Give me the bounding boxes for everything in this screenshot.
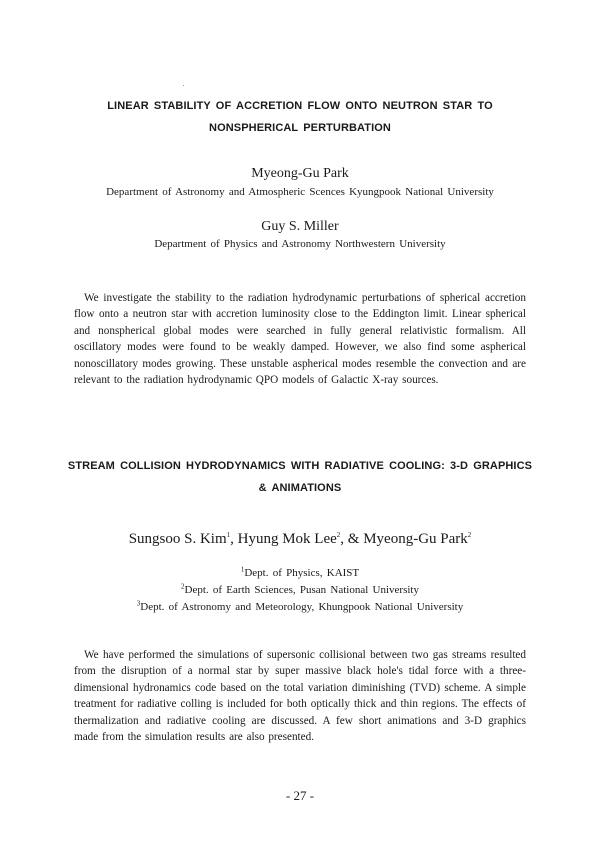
affiliation-mark: 2 <box>181 582 185 591</box>
paper2-abstract-text: We have performed the simulations of supersonic collisional between two gas streams resulted from the disruption of a normal star by super massive black hole's tidal force with a three-dimensional hydronamics code based on the total variation diminishing (TVD) scheme. A simple treatment for radiative colling is included for both optically thick and thin regions. The effects of thermalization and radiative cooling are discussed. A few short animations and 3-D graphics made from the simulation results are also presented. <box>74 649 526 744</box>
affiliation-text: Dept. of Earth Sciences, Pusan National University <box>184 584 419 596</box>
paper2-affiliation-3 <box>40 599 560 616</box>
paper1-author-1: Myeong-Gu Park <box>251 166 349 181</box>
paper2-affiliation-2 <box>40 582 560 599</box>
author-1-mark: 1 <box>226 531 231 539</box>
paper2-affiliation-1 <box>40 565 560 582</box>
paper1-title <box>60 95 540 139</box>
affiliation-text: Dept. of Physics, KAIST <box>244 567 360 579</box>
paper2-title-line1: STREAM COLLISION HYDRODYNAMICS WITH RADIATIVE COOLING: 3-D GRAPHICS <box>67 460 533 472</box>
author-2-mark: 2 <box>336 531 341 539</box>
paper2-author-2: Hyung Mok Lee <box>237 531 337 547</box>
paper2-title-line2: & ANIMATIONS <box>258 482 342 494</box>
author-separator: , & <box>340 531 364 547</box>
scan-speck <box>183 85 184 86</box>
affiliation-mark: 1 <box>240 565 245 574</box>
affiliation-mark: 3 <box>136 599 141 608</box>
paper1-affiliation-1: Department of Astronomy and Atmospheric Scences Kyungpook National University <box>106 186 494 198</box>
paper2-abstract <box>74 647 526 745</box>
paper2-author-1: Sungsoo S. Kim <box>128 531 227 547</box>
paper1-abstract <box>74 290 526 388</box>
paper1-abstract-text: We investigate the stability to the radiation hydrodynamic perturbations of spherical accretion flow onto a neutron star with accretion luminosity close to the Eddington limit. Linear spherical and nonspherical global modes were searched in fully general relativistic formalism. All oscillatory modes were found to be weakly damped. However, we also find some aspherical nonoscillatory modes growing. These unstable aspherical modes resemble the convection and are relevant to the radiation hydrodynamic QPO models of Galactic X-ray sources. <box>74 292 526 387</box>
paper1-title-line2: NONSPHERICAL PERTURBATION <box>209 122 391 134</box>
paper2-authors <box>60 530 540 548</box>
paper1-title-line1: LINEAR STABILITY OF ACCRETION FLOW ONTO NEUTRON STAR TO <box>107 100 493 112</box>
paper1-author-2: Guy S. Miller <box>261 219 339 234</box>
paper1-affiliation-2: Department of Physics and Astronomy Northwestern University <box>154 238 446 250</box>
author-3-mark: 2 <box>467 531 472 539</box>
author-separator: , <box>230 531 238 547</box>
affiliation-text: Dept. of Astronomy and Meteorology, Khungpook National University <box>140 601 464 613</box>
page-number: - 27 - <box>285 788 315 803</box>
paper2-author-3: Myeong-Gu Park <box>363 531 468 547</box>
paper2-title <box>40 455 560 499</box>
